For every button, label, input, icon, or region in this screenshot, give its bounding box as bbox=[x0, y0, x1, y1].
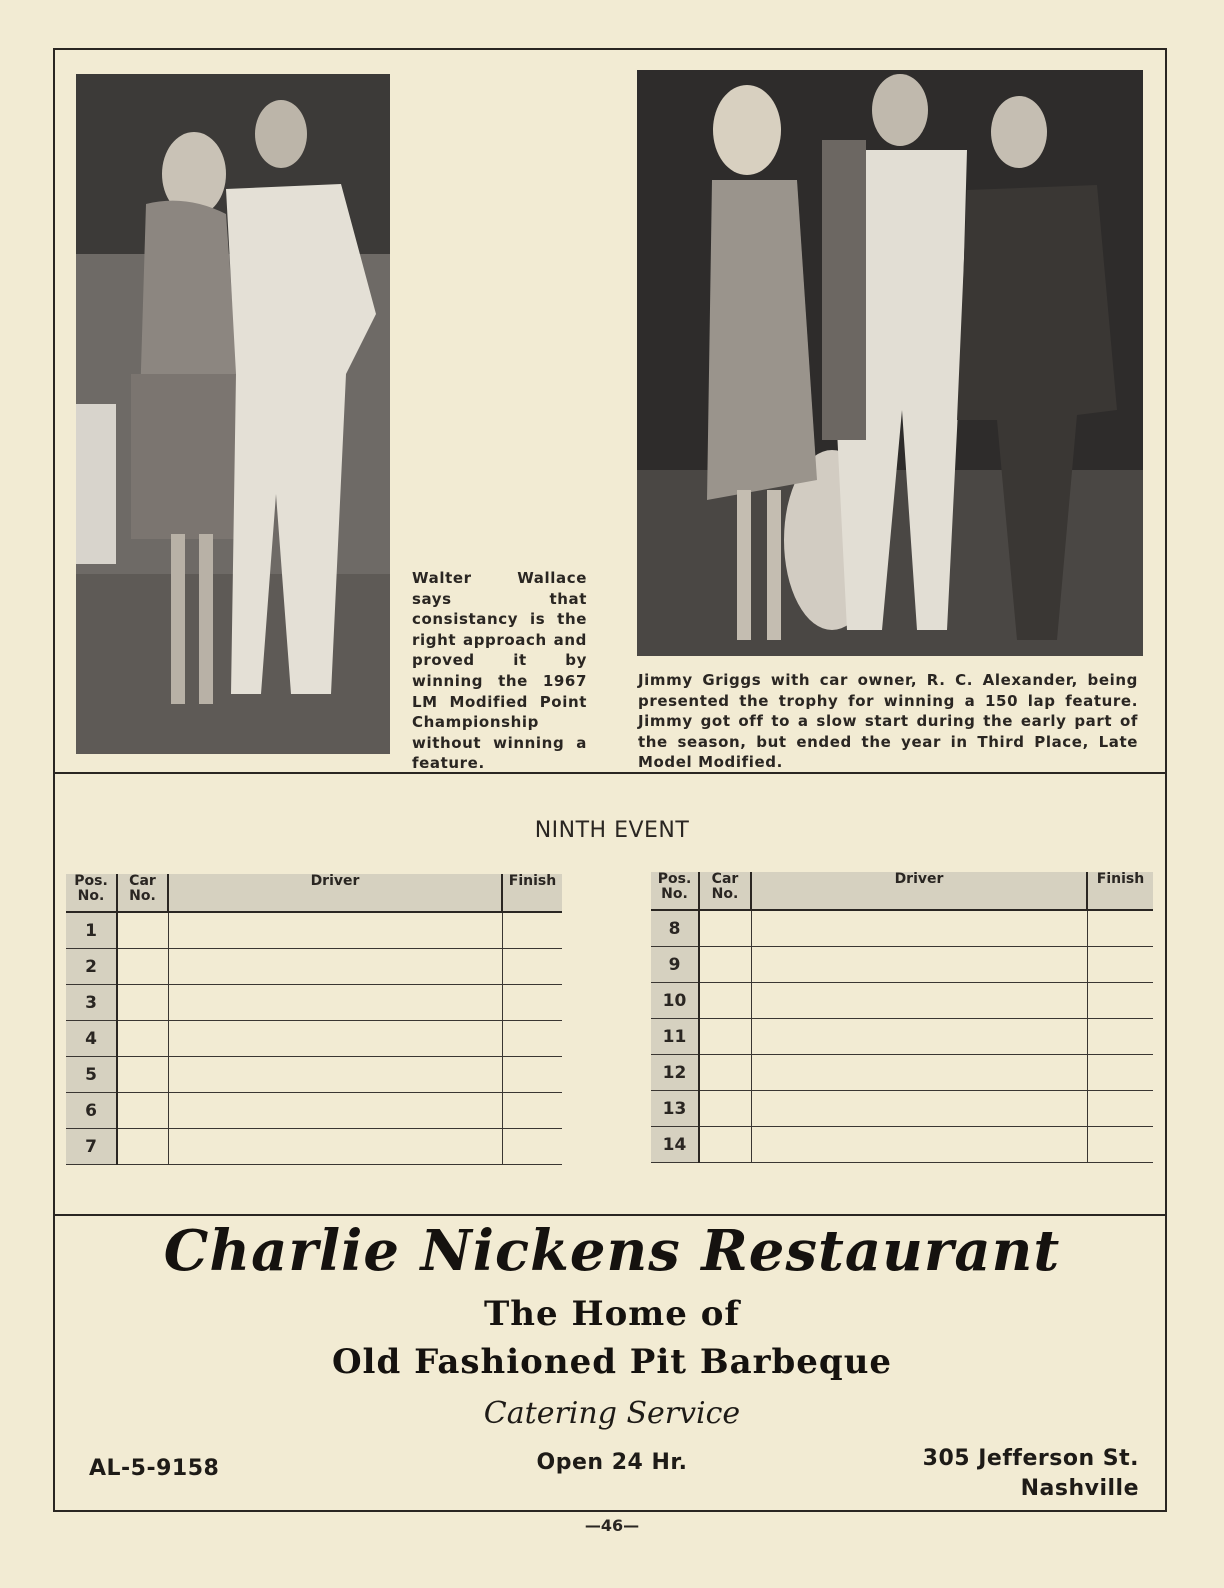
table-header-row bbox=[66, 874, 562, 912]
car-number-field[interactable] bbox=[699, 910, 751, 947]
driver-field[interactable] bbox=[168, 1129, 502, 1165]
table-row bbox=[66, 1093, 562, 1129]
driver-field[interactable] bbox=[751, 983, 1087, 1019]
position-number: 5 bbox=[66, 1057, 117, 1093]
driver-field[interactable] bbox=[168, 912, 502, 949]
caption-right: Jimmy Griggs with car owner, R. C. Alexander, being presented the trophy for winning a 150 lap feature. Jimmy got off to a slow start during the early part of the season, but ended the year in Third Place, Late Model Modified. bbox=[638, 671, 1138, 772]
table-row bbox=[651, 1091, 1153, 1127]
position-number: 7 bbox=[66, 1129, 117, 1165]
car-number-field[interactable] bbox=[699, 947, 751, 983]
finish-field[interactable] bbox=[1087, 983, 1153, 1019]
photo-left-image bbox=[76, 74, 390, 754]
car-number-field[interactable] bbox=[699, 1091, 751, 1127]
position-number: 13 bbox=[651, 1091, 699, 1127]
car-number-field[interactable] bbox=[699, 983, 751, 1019]
header-car: Car No. bbox=[117, 874, 168, 912]
page-number: —46— bbox=[584, 1516, 640, 1535]
table-row bbox=[66, 1057, 562, 1093]
table-row bbox=[66, 912, 562, 949]
driver-field[interactable] bbox=[168, 949, 502, 985]
position-number: 12 bbox=[651, 1055, 699, 1091]
table-row bbox=[651, 983, 1153, 1019]
header-finish: Finish bbox=[1087, 872, 1153, 910]
divider-bottom bbox=[55, 1214, 1165, 1216]
header-driver: Driver bbox=[751, 872, 1087, 910]
results-table-right bbox=[651, 872, 1153, 1163]
position-number: 2 bbox=[66, 949, 117, 985]
table-header-row bbox=[651, 872, 1153, 910]
header-finish: Finish bbox=[502, 874, 562, 912]
finish-field[interactable] bbox=[502, 912, 562, 949]
ad-hours: Open 24 Hr. bbox=[536, 1450, 688, 1475]
finish-field[interactable] bbox=[502, 1057, 562, 1093]
driver-field[interactable] bbox=[168, 1093, 502, 1129]
car-number-field[interactable] bbox=[117, 1057, 168, 1093]
results-table-left bbox=[66, 874, 562, 1165]
page-frame bbox=[53, 48, 1167, 1512]
finish-field[interactable] bbox=[1087, 910, 1153, 947]
finish-field[interactable] bbox=[1087, 1091, 1153, 1127]
photo-right-image bbox=[637, 70, 1143, 656]
car-number-field[interactable] bbox=[117, 985, 168, 1021]
header-pos: Pos. No. bbox=[66, 874, 117, 912]
table-row bbox=[66, 1129, 562, 1165]
driver-field[interactable] bbox=[751, 1055, 1087, 1091]
header-pos: Pos. No. bbox=[651, 872, 699, 910]
table-row bbox=[651, 947, 1153, 983]
position-number: 11 bbox=[651, 1019, 699, 1055]
finish-field[interactable] bbox=[502, 1093, 562, 1129]
driver-field[interactable] bbox=[168, 1021, 502, 1057]
position-number: 9 bbox=[651, 947, 699, 983]
car-number-field[interactable] bbox=[117, 1093, 168, 1129]
finish-field[interactable] bbox=[502, 1021, 562, 1057]
position-number: 3 bbox=[66, 985, 117, 1021]
car-number-field[interactable] bbox=[699, 1019, 751, 1055]
position-number: 4 bbox=[66, 1021, 117, 1057]
finish-field[interactable] bbox=[1087, 947, 1153, 983]
event-title: NINTH EVENT bbox=[534, 818, 690, 843]
finish-field[interactable] bbox=[1087, 1019, 1153, 1055]
car-number-field[interactable] bbox=[117, 912, 168, 949]
table-row bbox=[66, 1021, 562, 1057]
driver-field[interactable] bbox=[751, 1091, 1087, 1127]
car-number-field[interactable] bbox=[117, 1021, 168, 1057]
table-row bbox=[651, 910, 1153, 947]
table-row bbox=[651, 1127, 1153, 1163]
position-number: 10 bbox=[651, 983, 699, 1019]
header-car: Car No. bbox=[699, 872, 751, 910]
photo-right bbox=[637, 70, 1143, 656]
ad-tagline-1: The Home of bbox=[483, 1294, 741, 1334]
ad-tagline-2: Old Fashioned Pit Barbeque bbox=[331, 1342, 893, 1382]
ad-catering-line: Catering Service bbox=[483, 1396, 741, 1431]
driver-field[interactable] bbox=[751, 1127, 1087, 1163]
position-number: 1 bbox=[66, 912, 117, 949]
driver-field[interactable] bbox=[168, 985, 502, 1021]
car-number-field[interactable] bbox=[699, 1055, 751, 1091]
position-number: 8 bbox=[651, 910, 699, 947]
driver-field[interactable] bbox=[168, 1057, 502, 1093]
finish-field[interactable] bbox=[1087, 1127, 1153, 1163]
restaurant-name: Charlie Nickens Restaurant bbox=[163, 1218, 1061, 1284]
finish-field[interactable] bbox=[502, 949, 562, 985]
header-driver: Driver bbox=[168, 874, 502, 912]
finish-field[interactable] bbox=[502, 985, 562, 1021]
ad-phone: AL-5-9158 bbox=[89, 1456, 220, 1481]
driver-field[interactable] bbox=[751, 1019, 1087, 1055]
table-row bbox=[651, 1055, 1153, 1091]
caption-left: Walter Wallace says that consistancy is the right approach and proved it by winning the 1967 LM Modified Point Championship without winning a feature. bbox=[412, 569, 587, 773]
car-number-field[interactable] bbox=[699, 1127, 751, 1163]
divider-top bbox=[55, 772, 1165, 774]
finish-field[interactable] bbox=[502, 1129, 562, 1165]
table-row bbox=[66, 985, 562, 1021]
table-row bbox=[651, 1019, 1153, 1055]
position-number: 14 bbox=[651, 1127, 699, 1163]
table-row bbox=[66, 949, 562, 985]
car-number-field[interactable] bbox=[117, 949, 168, 985]
driver-field[interactable] bbox=[751, 947, 1087, 983]
car-number-field[interactable] bbox=[117, 1129, 168, 1165]
ad-address-city: Nashville bbox=[1020, 1476, 1139, 1501]
finish-field[interactable] bbox=[1087, 1055, 1153, 1091]
ad-address-street: 305 Jefferson St. bbox=[922, 1446, 1139, 1471]
driver-field[interactable] bbox=[751, 910, 1087, 947]
photo-left bbox=[76, 74, 390, 754]
position-number: 6 bbox=[66, 1093, 117, 1129]
